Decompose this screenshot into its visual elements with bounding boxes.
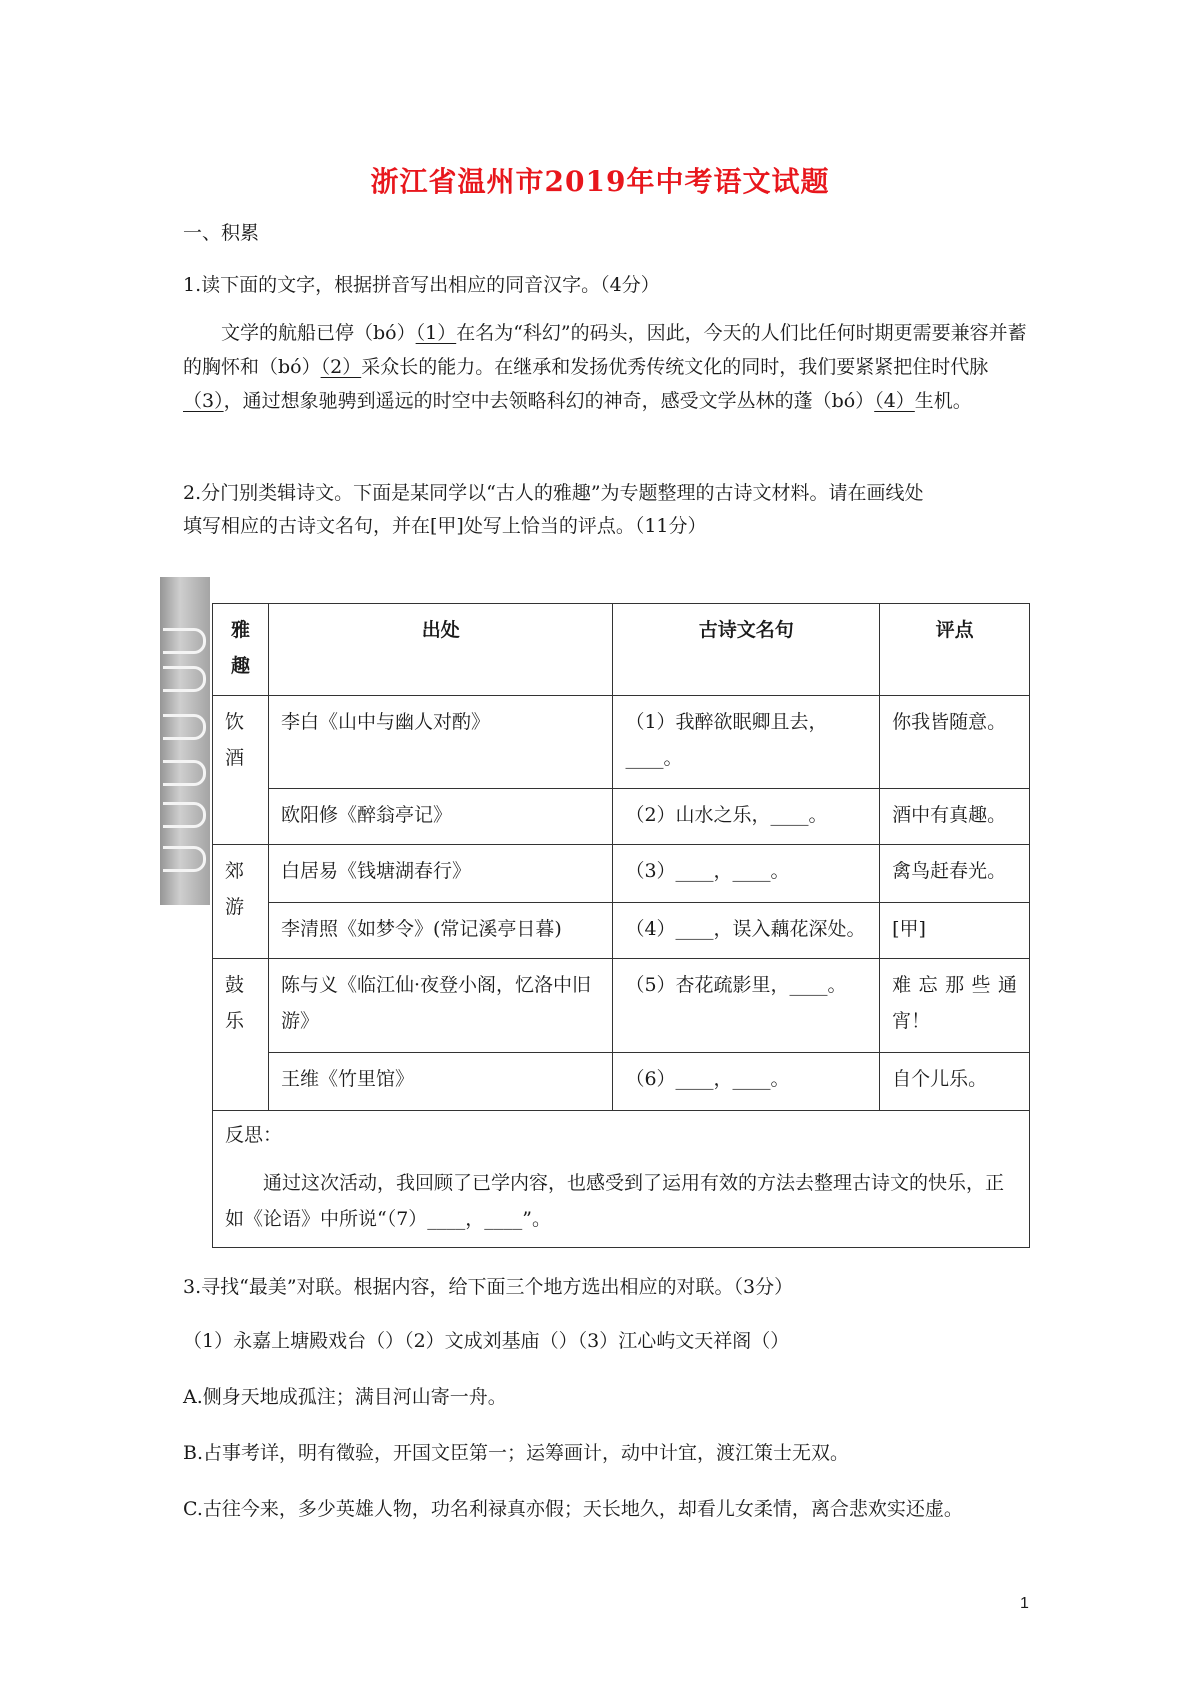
header-source: 出处	[268, 604, 613, 696]
reflection-cell	[213, 1111, 1030, 1248]
option-c: C.古往今来，多少英雄人物，功名利禄真亦假；天长地久，却看儿女柔情，离合悲欢实还虚。	[183, 1498, 963, 1520]
option-b: B.占事考详，明有徵验，开国文臣第一；运筹画计，动中计宜，渡江策士无双。	[183, 1442, 850, 1464]
table-row	[213, 696, 1030, 789]
binder-ring-icon	[163, 628, 206, 654]
binder-ring-icon	[163, 666, 206, 692]
line-cell: （1）我醉欲眠卿且去，____。	[613, 696, 880, 789]
comment-cell: 禽鸟赶春光。	[880, 845, 1030, 903]
source-cell: 陈与义《临江仙·夜登小阁，忆洛中旧游》	[268, 959, 613, 1053]
source-cell: 白居易《钱塘湖春行》	[268, 845, 613, 903]
reflection-label: 反思：	[225, 1124, 283, 1146]
header-comment: 评点	[880, 604, 1030, 696]
section-heading: 一、积累	[183, 222, 260, 244]
reflection-text: 通过这次活动，我回顾了已学内容，也感受到了运用有效的方法去整理古诗文的快乐，正如《论语》中所说“（7）____，____”。	[225, 1172, 1005, 1230]
category-cell: 鼓 乐	[213, 959, 269, 1111]
table-row	[213, 959, 1030, 1053]
comment-cell: 难忘那些通宵！	[880, 959, 1030, 1053]
header-category: 雅 趣	[213, 604, 269, 696]
blank-3: （3）	[183, 390, 224, 412]
reflection-row	[213, 1111, 1030, 1248]
question-2-stem-line2: 填写相应的古诗文名句，并在[甲]处写上恰当的评点。（11分）	[183, 515, 707, 537]
table-row	[213, 845, 1030, 903]
table-row	[213, 903, 1030, 959]
line-cell: （6）____，____。	[613, 1053, 880, 1111]
binder-ring-icon	[163, 714, 206, 740]
poetry-table	[212, 603, 1030, 1248]
source-cell: 李白《山中与幽人对酌》	[268, 696, 613, 789]
line-cell: （2）山水之乐，____。	[613, 789, 880, 845]
blank-1: （1）	[415, 322, 457, 344]
table-row	[213, 789, 1030, 845]
comment-cell: 你我皆随意。	[880, 696, 1030, 789]
page-title: 浙江省温州市2019年中考语文试题	[370, 165, 830, 198]
line-cell: （4）____，误入藕花深处。	[613, 903, 880, 959]
source-cell: 王维《竹里馆》	[268, 1053, 613, 1111]
question-3-places: （1）永嘉上塘殿戏台（）（2）文成刘基庙（）（3）江心屿文天祥阁（）	[183, 1330, 790, 1352]
comment-cell: 酒中有真趣。	[880, 789, 1030, 845]
blank-4: （4）	[874, 390, 915, 412]
table-header-row	[213, 604, 1030, 696]
question-2-stem-line1: 2.分门别类辑诗文。下面是某同学以“古人的雅趣”为专题整理的古诗文材料。请在画线处	[183, 482, 924, 504]
source-cell: 欧阳修《醉翁亭记》	[268, 789, 613, 845]
comment-cell: [甲]	[880, 903, 1030, 959]
question-1-passage: 文学的航船已停（bó）（1）在名为“科幻”的码头，因此，今天的人们比任何时期更需要兼容并蓄的胸怀和（bó）（2）采众长的能力。在继承和发扬优秀传统文化的同时，我们要紧紧把住时代脉（3），通过想象驰骋到遥远的时空中去领略科幻的神奇，感受文学丛林的蓬（bó）（4）生机。	[183, 322, 1027, 412]
binder-ring-icon	[163, 846, 206, 872]
line-cell: （3）____，____。	[613, 845, 880, 903]
question-1-stem: 1.读下面的文字，根据拼音写出相应的同音汉字。（4分）	[183, 274, 660, 296]
table-row	[213, 1053, 1030, 1111]
question-3-stem: 3.寻找“最美”对联。根据内容，给下面三个地方选出相应的对联。（3分）	[183, 1276, 794, 1298]
blank-2: （2）	[320, 356, 362, 378]
binder-ring-icon	[163, 802, 206, 828]
category-cell: 饮 酒	[213, 696, 269, 845]
source-cell: 李清照《如梦令》(常记溪亭日暮)	[268, 903, 613, 959]
header-line: 古诗文名句	[613, 604, 880, 696]
category-cell: 郊 游	[213, 845, 269, 959]
binder-ring-icon	[163, 760, 206, 786]
line-cell: （5）杏花疏影里，____。	[613, 959, 880, 1053]
comment-cell: 自个儿乐。	[880, 1053, 1030, 1111]
option-a: A.侧身天地成孤注；满目河山寄一舟。	[183, 1386, 507, 1408]
page-number: 1	[1020, 1595, 1029, 1612]
